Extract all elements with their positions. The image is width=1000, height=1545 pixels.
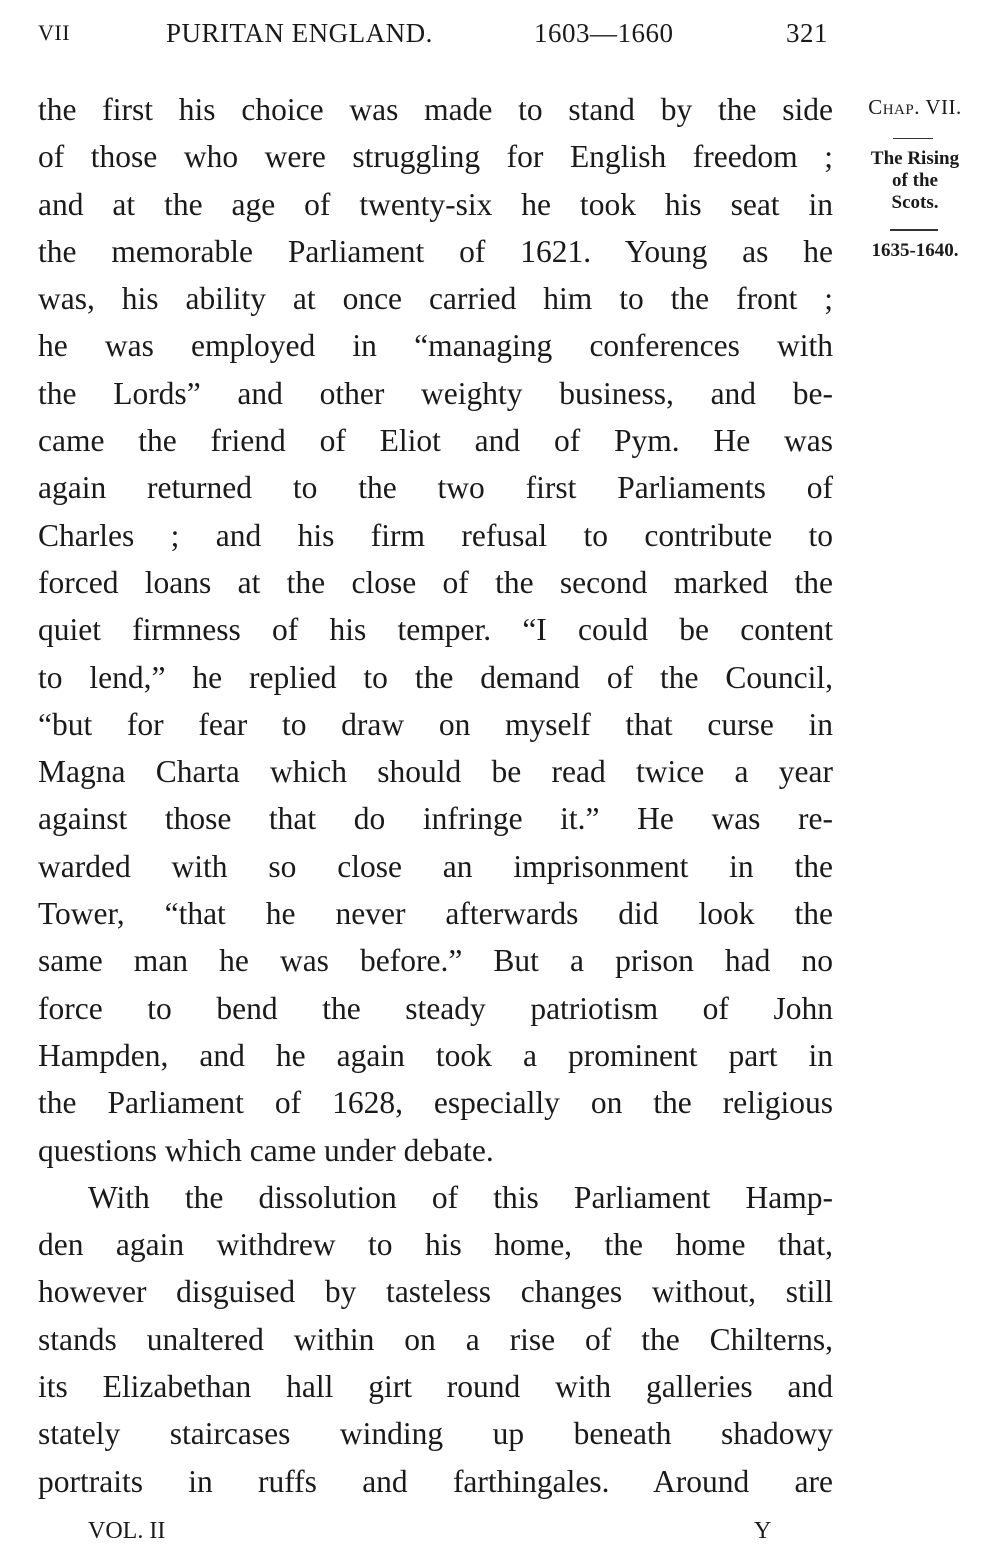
- margin-section-line: The Rising: [870, 148, 960, 169]
- margin-section-line: Scots.: [891, 192, 939, 213]
- running-header: [38, 18, 833, 58]
- text-line: With the dissolution of this Parliament Hamp-: [88, 1179, 833, 1215]
- body-text: [38, 86, 833, 1505]
- text-line: forced loans at the close of the second marked the: [38, 564, 833, 600]
- text-line: Charles ; and his firm refusal to contribute to: [38, 517, 833, 553]
- text-line: the first his choice was made to stand by the side: [38, 92, 833, 127]
- text-line: warded with so close an imprisonment in the: [38, 848, 833, 884]
- text-line: against those that do infringe it.” He was re-: [38, 801, 833, 837]
- text-line: came the friend of Eliot and of Pym. He was: [38, 423, 833, 459]
- margin-rule: [890, 229, 938, 231]
- text-line: portraits in ruffs and farthingales. Around are: [38, 1463, 833, 1499]
- text-line: stately staircases winding up beneath shadowy: [38, 1416, 833, 1452]
- text-line: “but for fear to draw on myself that curse in: [38, 706, 833, 742]
- text-line: stands unaltered within on a rise of the Chilterns,: [38, 1321, 833, 1357]
- signature-mark: VOL. II: [88, 1518, 166, 1544]
- text-line: same man he was before.” But a prison had no: [38, 943, 833, 979]
- margin-section-title: [840, 148, 990, 214]
- text-line: Hampden, and he again took a prominent part in: [38, 1037, 833, 1073]
- header-title: PURITAN ENGLAND.: [166, 18, 433, 48]
- text-line: the memorable Parliament of 1621. Young as he: [38, 233, 833, 269]
- text-line: force to bend the steady patriotism of John: [38, 990, 833, 1026]
- header-chapter: VII: [38, 20, 71, 45]
- text-line: and at the age of twenty-six he took his seat in: [38, 186, 833, 222]
- signature-letter: Y: [754, 1518, 772, 1544]
- text-line: was, his ability at once carried him to the front ;: [38, 281, 833, 317]
- text-line: the Lords” and other weighty business, and be-: [38, 375, 833, 411]
- text-line: Tower, “that he never afterwards did look the: [38, 896, 833, 932]
- margin-section-line: of the: [892, 170, 938, 191]
- text-line: the Parliament of 1628, especially on the religious: [38, 1085, 833, 1121]
- text-line: of those who were struggling for English freedom ;: [38, 139, 833, 175]
- header-years: 1603—1660: [534, 18, 674, 48]
- page-number: 321: [786, 18, 828, 48]
- text-line: den again withdrew to his home, the home that,: [38, 1227, 833, 1263]
- page-footer: [38, 1516, 833, 1544]
- text-line: however disguised by tasteless changes without, still: [38, 1274, 833, 1310]
- text-line: Magna Charta which should be read twice a year: [38, 754, 833, 790]
- margin-rule: [893, 138, 933, 139]
- text-line: he was employed in “managing conferences with: [38, 328, 833, 364]
- text-line: its Elizabethan hall girt round with galleries and: [38, 1369, 833, 1405]
- margin-years: 1635-1640.: [871, 240, 959, 261]
- text-line: quiet firmness of his temper. “I could be content: [38, 612, 833, 648]
- text-line: again returned to the two first Parliaments of: [38, 470, 833, 506]
- text-line: questions which came under debate.: [38, 1132, 494, 1168]
- text-line: to lend,” he replied to the demand of the Council,: [38, 659, 833, 695]
- margin-chapter: Chap. VII.: [868, 95, 962, 119]
